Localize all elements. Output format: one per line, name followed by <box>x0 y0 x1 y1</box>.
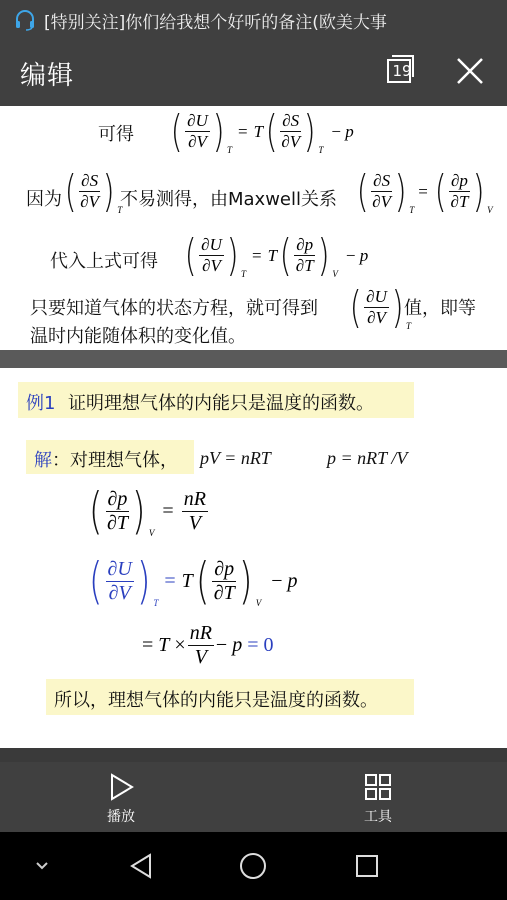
formula-4: ( $\frac{\partial U}{\partial V}$ ) T <box>349 282 412 333</box>
slide-1 <box>0 106 507 350</box>
slide-divider <box>0 350 507 368</box>
play-label: 播放 <box>107 809 135 825</box>
solution-label: 解 <box>34 450 52 471</box>
conclusion-text: 所以，理想气体的内能只是温度的函数。 <box>54 690 378 711</box>
line2-label-a: 因为 <box>26 189 62 210</box>
formula-2a: ( $\frac{\partial S}{\partial V}$ ) T <box>64 166 123 217</box>
play-icon <box>106 772 136 802</box>
headset-icon <box>14 9 36 31</box>
line5: 温时内能随体积的变化值。 <box>30 326 246 347</box>
grid-icon <box>363 772 393 802</box>
recent-apps-icon[interactable] <box>354 853 380 879</box>
tools-button[interactable] <box>363 772 393 826</box>
formula-2b: ( $\frac{\partial S}{\partial V}$ ) T = ( $\frac{\partial p}{\partial T}$ ) V <box>356 166 493 217</box>
formula-result: = T × $\frac{nR}{V}$ − p = 0 <box>142 622 274 668</box>
tools-label: 工具 <box>364 809 392 825</box>
formula-du-dv: ( $\frac{\partial U}{\partial V}$ ) T = T ( $\frac{\partial p}{\partial T}$ ) V − p <box>88 552 298 610</box>
formula-3: ( $\frac{\partial U}{\partial V}$ ) T = T ( $\frac{\partial p}{\partial T}$ ) V − p <box>184 230 369 281</box>
home-icon[interactable] <box>239 852 267 880</box>
page-title: 编辑 <box>20 60 75 91</box>
play-button[interactable] <box>106 772 136 826</box>
back-icon[interactable] <box>128 852 154 880</box>
example-label: 例1 <box>26 393 56 414</box>
page-count: 19 <box>392 62 412 80</box>
equation-pressure: p = nRT /V <box>327 448 408 468</box>
status-bar <box>0 0 507 40</box>
equation-state: pV = nRT <box>200 448 271 468</box>
formula-dp-dt: ( $\frac{\partial p}{\partial T}$ ) V = $\frac{nR}{V}$ <box>88 482 206 540</box>
app-bar <box>0 40 507 106</box>
notification-text: [特别关注]你们给我想个好听的备注(欧美大事 <box>44 12 387 33</box>
line3-label: 代入上式可得 <box>50 251 158 272</box>
slide-2 <box>0 368 507 748</box>
line4-b: 值，即等 <box>404 298 476 319</box>
formula-1: ( $\frac{\partial U}{\partial V}$ ) T = T ( $\frac{\partial S}{\partial V}$ ) T − p <box>170 106 354 157</box>
close-icon[interactable] <box>454 55 486 87</box>
system-nav-bar <box>0 832 507 900</box>
line4-a: 只要知道气体的状态方程，就可得到 <box>30 298 318 319</box>
line1-label: 可得 <box>98 124 134 145</box>
example-text: 证明理想气体的内能只是温度的函数。 <box>68 393 374 414</box>
chevron-down-icon[interactable] <box>34 858 50 874</box>
bottom-toolbar <box>0 762 507 832</box>
result-zero: = 0 <box>247 634 274 656</box>
line2-label-b: 不易测得，由Maxwell关系 <box>120 189 338 210</box>
solution-text: ：对理想气体， <box>52 450 178 471</box>
